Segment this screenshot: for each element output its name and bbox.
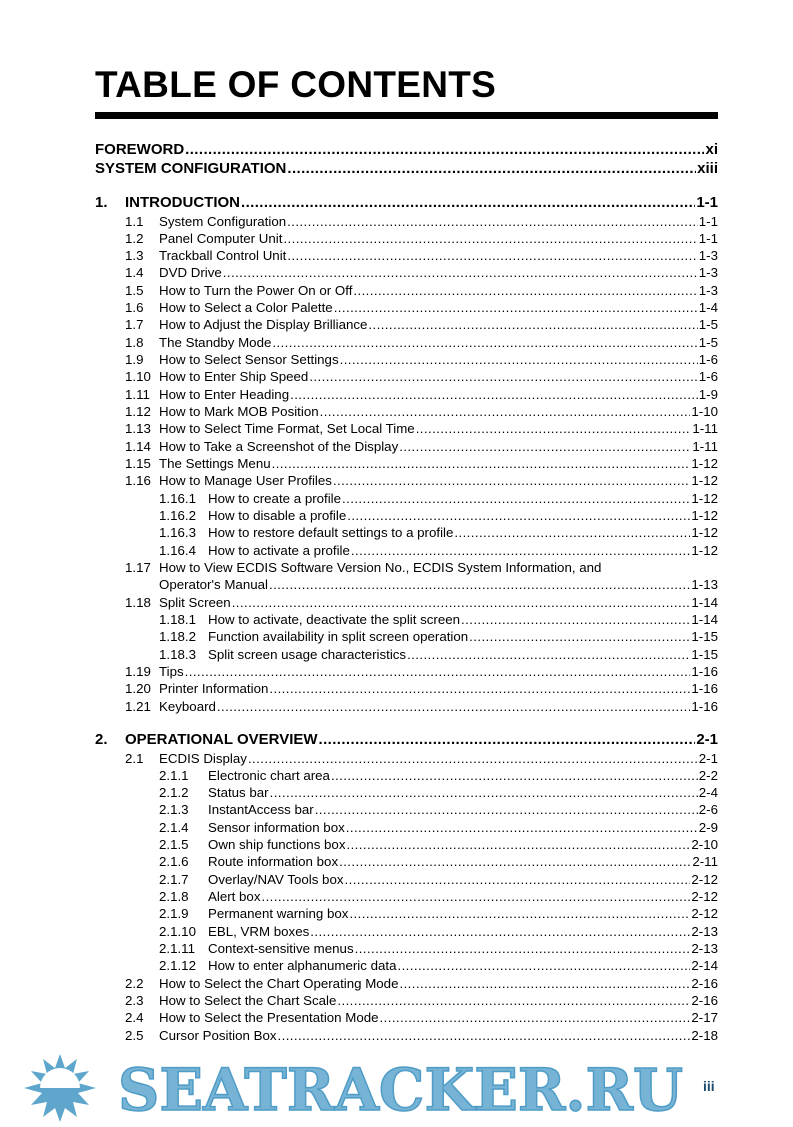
entry-title: How to View ECDIS Software Version No., ECDIS System Information, and [159, 560, 602, 576]
toc-entry[interactable] [95, 160, 718, 179]
entry-title: System Configuration [159, 213, 287, 229]
dot-leader [287, 247, 697, 264]
dot-leader [272, 455, 691, 472]
dot-leader [269, 680, 690, 697]
entry-title: How to Select the Presentation Mode [159, 1010, 379, 1026]
dot-leader [349, 905, 690, 922]
seatracker-logo [0, 1050, 793, 1122]
toc-entry[interactable] [95, 282, 718, 299]
entry-page: 2-16 [691, 975, 718, 991]
dot-leader [185, 663, 691, 680]
entry-number: 2.1.1 [159, 767, 189, 783]
toc-entry[interactable] [95, 247, 718, 264]
entry-page: 1-10 [691, 404, 718, 420]
entry-title: Status bar [208, 785, 269, 801]
dot-leader [454, 524, 690, 541]
entry-page: 1-16 [691, 681, 718, 697]
dot-leader [345, 871, 691, 888]
entry-number: 2.1.4 [159, 819, 189, 835]
entry-page: 1-16 [691, 698, 718, 714]
entry-title: How to Select a Color Palette [159, 300, 333, 316]
dot-leader [397, 957, 690, 974]
entry-page: 1-13 [691, 577, 718, 593]
entry-page: 1-14 [691, 594, 718, 610]
toc-entry[interactable] [95, 230, 718, 247]
entry-title-continued: Operator's Manual [159, 577, 268, 593]
entry-title: How to Take a Screenshot of the Display [159, 438, 399, 454]
entry-number: 1.1 [125, 213, 144, 229]
toc-entry[interactable] [95, 472, 718, 489]
toc-entry[interactable] [95, 403, 718, 420]
entry-number: 1.11 [125, 386, 150, 402]
entry-number: 1.16.2 [159, 508, 196, 524]
entry-page: 1-12 [691, 542, 718, 558]
toc-entry[interactable] [95, 819, 718, 836]
entry-title: FOREWORD [95, 141, 185, 158]
toc-entry[interactable] [95, 334, 718, 351]
toc-entry[interactable] [95, 611, 718, 628]
entry-number: 1.7 [125, 317, 144, 333]
toc-entry[interactable] [95, 351, 718, 368]
entry-title: INTRODUCTION [125, 194, 240, 211]
entry-number: 1.12 [125, 404, 151, 420]
entry-title: OPERATIONAL OVERVIEW [125, 731, 318, 748]
toc-entry[interactable] [95, 455, 718, 472]
entry-title: Own ship functions box [208, 837, 346, 853]
entry-number: 2.1.10 [159, 923, 196, 939]
dot-leader [333, 472, 690, 489]
entry-number: 1.8 [125, 334, 144, 350]
entry-title: Tips [159, 664, 184, 680]
dot-leader [223, 264, 698, 281]
toc-entry[interactable] [95, 594, 718, 611]
toc-entry[interactable] [95, 1009, 718, 1026]
toc-entry[interactable] [95, 264, 718, 281]
entry-title: Overlay/NAV Tools box [208, 871, 344, 887]
toc-entry[interactable] [95, 368, 718, 385]
entry-title: How to Select Sensor Settings [159, 352, 339, 368]
dot-leader [272, 334, 697, 351]
toc-entry[interactable] [95, 299, 718, 316]
entry-number: 1.17 [125, 560, 151, 576]
entry-title: How to Turn the Power On or Off [159, 282, 353, 298]
dot-leader [351, 542, 690, 559]
entry-number: 1.9 [125, 352, 144, 368]
entry-title: Printer Information [159, 681, 269, 697]
entry-number: 2.3 [125, 993, 144, 1009]
entry-number: 1.19 [125, 664, 151, 680]
entry-number: 2.1.12 [159, 958, 196, 974]
entry-title: How to Select the Chart Operating Mode [159, 975, 399, 991]
dot-leader [399, 975, 690, 992]
entry-page: 2-1 [696, 731, 718, 748]
entry-page: 1-1 [698, 213, 718, 229]
entry-number: 1.16.3 [159, 525, 196, 541]
entry-page: 1-12 [691, 456, 718, 472]
entry-title: How to Mark MOB Position [159, 404, 319, 420]
entry-number: 1.14 [125, 438, 151, 454]
dot-leader [315, 801, 698, 818]
entry-title: How to Enter Ship Speed [159, 369, 309, 385]
toc-entry[interactable] [95, 559, 718, 576]
entry-number: 2.1.7 [159, 871, 189, 887]
entry-number: 2.1.3 [159, 802, 189, 818]
dot-leader [347, 507, 690, 524]
entry-number: 1.18 [125, 594, 151, 610]
toc-entry[interactable] [95, 524, 718, 541]
entry-page: 2-12 [691, 906, 718, 922]
dot-leader [319, 731, 696, 750]
entry-title: The Standby Mode [159, 334, 272, 350]
entry-title: How to Select Time Format, Set Local Time [159, 421, 415, 437]
toc-entry[interactable] [95, 767, 718, 784]
entry-title: How to activate, deactivate the split screen [208, 612, 461, 628]
entry-page: xi [705, 141, 718, 158]
entry-title: Keyboard [159, 698, 216, 714]
toc-entry[interactable] [95, 923, 718, 940]
toc-entry[interactable] [95, 386, 718, 403]
toc-entry[interactable] [95, 420, 718, 437]
entry-page: 1-14 [691, 612, 718, 628]
entry-page: 1-1 [698, 230, 718, 246]
entry-page: 1-3 [698, 282, 718, 298]
toc-entry[interactable] [95, 853, 718, 870]
dot-leader [287, 160, 696, 179]
entry-page: 2-12 [691, 889, 718, 905]
dot-leader [217, 698, 690, 715]
entry-number: 1.18.3 [159, 646, 196, 662]
dot-leader [290, 386, 698, 403]
dot-leader [461, 611, 690, 628]
entry-page: 1-12 [691, 525, 718, 541]
dot-leader [309, 368, 697, 385]
entry-number: 1.21 [125, 698, 151, 714]
entry-page: xiii [697, 159, 718, 177]
entry-number: 1.10 [125, 369, 151, 385]
toc-entry[interactable] [95, 490, 718, 507]
entry-title: How to enter alphanumeric data [208, 958, 397, 974]
entry-page: 2-12 [691, 871, 718, 887]
entry-page: 2-6 [698, 802, 718, 818]
toc-entry[interactable] [95, 975, 718, 992]
toc-entry[interactable] [95, 698, 718, 715]
entry-page: 1-5 [698, 317, 718, 333]
entry-title: Route information box [208, 854, 339, 870]
entry-number: 1.13 [125, 421, 151, 437]
entry-page: 2-9 [698, 819, 718, 835]
entry-number: 1. [95, 194, 108, 211]
dot-leader [320, 403, 691, 420]
entry-number: 2.5 [125, 1027, 144, 1043]
entry-page: 1-16 [691, 664, 718, 680]
entry-title: How to restore default settings to a profile [208, 525, 454, 541]
entry-page: 2-16 [691, 993, 718, 1009]
entry-number: 2.1.8 [159, 889, 189, 905]
toc-entry[interactable] [95, 438, 718, 455]
dot-leader [278, 1027, 691, 1044]
entry-page: 2-1 [698, 750, 718, 766]
entry-number: 2.1.2 [159, 785, 189, 801]
toc-entry[interactable] [95, 1027, 718, 1044]
entry-number: 2.1.5 [159, 837, 189, 853]
dot-leader [339, 853, 691, 870]
toc-entry[interactable] [95, 680, 718, 697]
dot-leader [342, 490, 690, 507]
entry-number: 2.1.9 [159, 906, 189, 922]
entry-number: 2.2 [125, 975, 144, 991]
entry-page: 1-3 [698, 265, 718, 281]
toc-entry[interactable] [95, 507, 718, 524]
toc-entry[interactable] [95, 940, 718, 957]
front-matter-list [95, 141, 718, 178]
entry-number: 2.1.11 [159, 941, 195, 957]
entry-page: 1-5 [698, 334, 718, 350]
entry-number: 2.1.6 [159, 854, 189, 870]
toc-entry[interactable] [95, 836, 718, 853]
watermark-text: SEATRACKER.RU [118, 1056, 683, 1122]
entry-number: 2. [95, 731, 108, 748]
chapter-2-list [95, 731, 718, 1044]
dot-leader [185, 141, 704, 160]
dot-leader [340, 351, 698, 368]
entry-page: 1-15 [691, 629, 718, 645]
entry-title: Sensor information box [208, 819, 345, 835]
entry-title: Cursor Position Box [159, 1027, 277, 1043]
toc-entry[interactable] [95, 316, 718, 333]
entry-page: 2-13 [691, 923, 718, 939]
entry-page: 2-13 [691, 941, 718, 957]
dot-leader [310, 923, 690, 940]
entry-title: Panel Computer Unit [159, 230, 283, 246]
toc-entry[interactable] [95, 992, 718, 1009]
entry-title: SYSTEM CONFIGURATION [95, 159, 287, 177]
entry-title: The Settings Menu [159, 456, 271, 472]
entry-number: 1.15 [125, 456, 151, 472]
entry-page: 1-6 [698, 369, 718, 385]
entry-page: 1-6 [698, 352, 718, 368]
dot-leader [248, 750, 698, 767]
entry-page: 2-17 [691, 1010, 718, 1026]
entry-page: 1-3 [698, 248, 718, 264]
dot-leader [346, 819, 698, 836]
entry-page: 1-11 [692, 438, 718, 454]
dot-leader [337, 992, 690, 1009]
entry-page: 2-4 [698, 785, 718, 801]
entry-number: 1.16 [125, 473, 151, 489]
dot-leader [368, 316, 697, 333]
entry-title: How to create a profile [208, 490, 342, 506]
toc-entry[interactable] [95, 957, 718, 974]
dot-leader [346, 836, 690, 853]
entry-title: DVD Drive [159, 265, 222, 281]
dot-leader [331, 767, 698, 784]
entry-title: How to Adjust the Display Brilliance [159, 317, 368, 333]
entry-page: 1-9 [698, 386, 718, 402]
toc-entry[interactable] [95, 888, 718, 905]
toc-entry[interactable] [95, 663, 718, 680]
entry-page: 2-2 [698, 767, 718, 783]
toc-entry[interactable] [95, 628, 718, 645]
chapter-1-list [95, 194, 718, 715]
toc-entry[interactable] [95, 801, 718, 818]
toc-entry[interactable] [95, 646, 718, 663]
dot-leader [241, 194, 695, 213]
dot-leader [407, 646, 690, 663]
toc-entry[interactable] [95, 784, 718, 801]
entry-title: Split Screen [159, 594, 231, 610]
entry-number: 1.6 [125, 300, 144, 316]
entry-page: 1-4 [698, 300, 718, 316]
entry-title: How to activate a profile [208, 542, 350, 558]
toc-entry[interactable] [95, 871, 718, 888]
entry-page: 1-11 [692, 421, 718, 437]
sun-icon [24, 1054, 96, 1122]
entry-page: 2-18 [691, 1027, 718, 1043]
dot-leader [287, 213, 698, 230]
dot-leader [261, 888, 690, 905]
entry-title: How to Manage User Profiles [159, 473, 332, 489]
toc-entry[interactable] [95, 194, 718, 213]
dot-leader [469, 628, 690, 645]
dot-leader [416, 420, 692, 437]
entry-title: Alert box [208, 889, 261, 905]
entry-number: 1.16.4 [159, 542, 196, 558]
page-number: iii [703, 1078, 715, 1094]
dot-leader [334, 299, 698, 316]
entry-title: Split screen usage characteristics [208, 646, 407, 662]
title-rule [95, 112, 718, 119]
entry-title: Trackball Control Unit [159, 248, 287, 264]
toc-entry[interactable] [95, 905, 718, 922]
dot-leader [399, 438, 691, 455]
entry-number: 1.16.1 [159, 490, 196, 506]
entry-title: InstantAccess bar [208, 802, 314, 818]
entry-page: 1-12 [691, 473, 718, 489]
entry-title: How to disable a profile [208, 508, 347, 524]
dot-leader [380, 1009, 691, 1026]
entry-number: 1.18.1 [159, 612, 196, 628]
entry-number: 1.5 [125, 282, 144, 298]
dot-leader [232, 594, 691, 611]
entry-title: How to Enter Heading [159, 386, 290, 402]
entry-number: 2.1 [125, 750, 144, 766]
entry-page: 1-15 [691, 646, 718, 662]
entry-number: 1.18.2 [159, 629, 196, 645]
entry-title: ECDIS Display [159, 750, 247, 766]
dot-leader [269, 576, 690, 593]
toc-entry[interactable] [95, 731, 718, 750]
toc-entry[interactable] [95, 542, 718, 559]
entry-page: 1-12 [691, 508, 718, 524]
entry-title: How to Select the Chart Scale [159, 993, 337, 1009]
toc-entry[interactable] [95, 213, 718, 230]
toc-entry[interactable] [95, 750, 718, 767]
entry-page: 2-11 [692, 854, 718, 870]
entry-page: 2-14 [691, 958, 718, 974]
entry-number: 1.4 [125, 265, 144, 281]
entry-title: Electronic chart area [208, 767, 330, 783]
dot-leader [355, 940, 691, 957]
toc-entry[interactable] [95, 141, 718, 160]
toc-entry-continuation [95, 576, 718, 593]
entry-title: Function availability in split screen operation [208, 629, 469, 645]
dot-leader [283, 230, 697, 247]
entry-title: EBL, VRM boxes [208, 923, 310, 939]
page-title: TABLE OF CONTENTS [95, 64, 497, 105]
entry-page: 1-1 [696, 194, 718, 211]
entry-title: Permanent warning box [208, 906, 349, 922]
dot-leader [353, 282, 697, 299]
entry-number: 2.4 [125, 1010, 144, 1026]
entry-number: 1.2 [125, 230, 144, 246]
entry-page: 2-10 [691, 837, 718, 853]
entry-number: 1.3 [125, 248, 144, 264]
entry-page: 1-12 [691, 490, 718, 506]
entry-number: 1.20 [125, 681, 151, 697]
dot-leader [270, 784, 698, 801]
entry-title: Context-sensitive menus [208, 941, 354, 957]
